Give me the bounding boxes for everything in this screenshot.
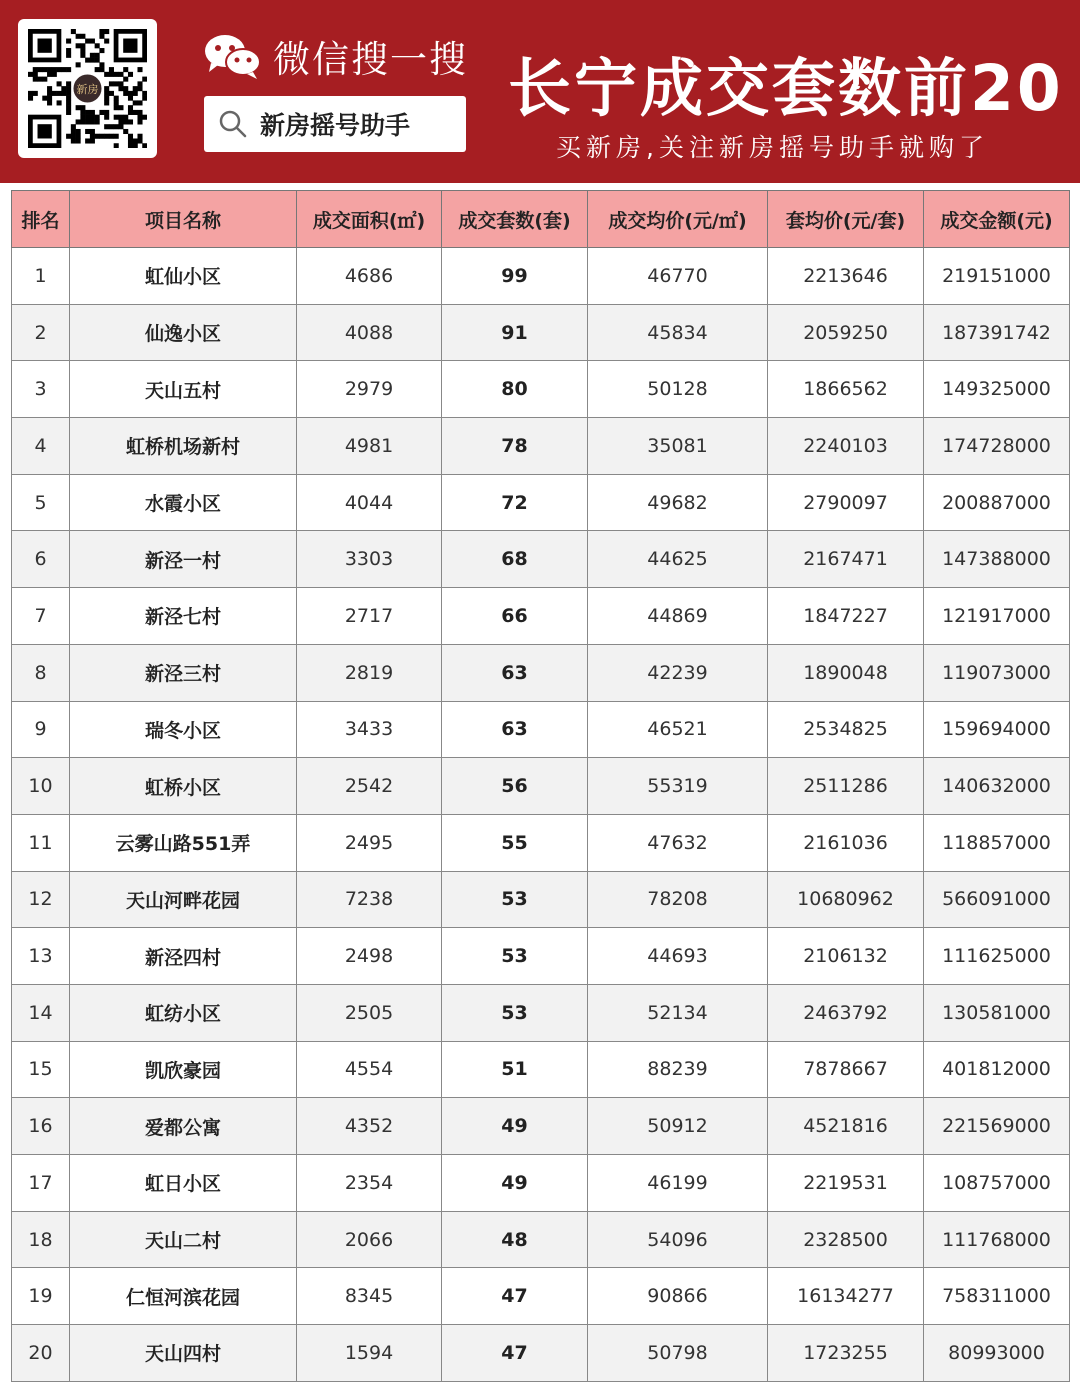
table-row <box>12 361 1070 418</box>
project-name-cell: 新泾七村 <box>70 588 297 645</box>
qr-center-label: 新房 <box>76 83 99 96</box>
avg-price-unit-cell: 10680962 <box>768 871 924 928</box>
avg-price-sqm-cell: 46199 <box>588 1155 768 1212</box>
avg-price-unit-cell: 1847227 <box>768 588 924 645</box>
ranking-table-container <box>11 190 1069 1382</box>
avg-price-unit-cell: 2213646 <box>768 248 924 305</box>
table-row <box>12 871 1070 928</box>
avg-price-sqm-cell: 55319 <box>588 758 768 815</box>
project-name-cell: 虹桥机场新村 <box>70 418 297 475</box>
table-header-row <box>12 191 1070 248</box>
avg-price-sqm-cell: 35081 <box>588 418 768 475</box>
rank-cell: 13 <box>12 928 70 985</box>
avg-price-sqm-cell: 49682 <box>588 474 768 531</box>
table-row <box>12 928 1070 985</box>
total-amount-cell: 159694000 <box>924 701 1070 758</box>
table-row <box>12 1098 1070 1155</box>
avg-price-sqm-cell: 46770 <box>588 248 768 305</box>
avg-price-sqm-cell: 44693 <box>588 928 768 985</box>
total-amount-cell: 174728000 <box>924 418 1070 475</box>
units-cell: 53 <box>442 984 588 1041</box>
avg-price-unit-cell: 2219531 <box>768 1155 924 1212</box>
units-cell: 63 <box>442 644 588 701</box>
avg-price-unit-cell: 2240103 <box>768 418 924 475</box>
page-subtitle: 买新房,关注新房摇号助手就购了 <box>556 133 989 162</box>
page-title: 长宁成交套数前20 <box>508 52 1064 125</box>
area-cell: 4686 <box>297 248 442 305</box>
header-avg-price-sqm: 成交均价(元/㎡) <box>588 191 768 248</box>
units-cell: 72 <box>442 474 588 531</box>
total-amount-cell: 221569000 <box>924 1098 1070 1155</box>
avg-price-unit-cell: 16134277 <box>768 1268 924 1325</box>
avg-price-sqm-cell: 46521 <box>588 701 768 758</box>
total-amount-cell: 108757000 <box>924 1155 1070 1212</box>
total-amount-cell: 401812000 <box>924 1041 1070 1098</box>
area-cell: 4554 <box>297 1041 442 1098</box>
avg-price-sqm-cell: 52134 <box>588 984 768 1041</box>
rank-cell: 20 <box>12 1325 70 1382</box>
units-cell: 55 <box>442 814 588 871</box>
area-cell: 3303 <box>297 531 442 588</box>
table-row <box>12 588 1070 645</box>
avg-price-unit-cell: 4521816 <box>768 1098 924 1155</box>
rank-cell: 6 <box>12 531 70 588</box>
units-cell: 99 <box>442 248 588 305</box>
area-cell: 2066 <box>297 1211 442 1268</box>
table-row <box>12 418 1070 475</box>
rank-cell: 9 <box>12 701 70 758</box>
project-name-cell: 爱都公寓 <box>70 1098 297 1155</box>
search-query: 新房摇号助手 <box>260 111 411 140</box>
avg-price-unit-cell: 1723255 <box>768 1325 924 1382</box>
wechat-icon <box>203 31 263 81</box>
rank-cell: 2 <box>12 304 70 361</box>
table-row <box>12 984 1070 1041</box>
avg-price-sqm-cell: 50798 <box>588 1325 768 1382</box>
qr-code <box>18 19 157 158</box>
project-name-cell: 凯欣豪园 <box>70 1041 297 1098</box>
rank-cell: 3 <box>12 361 70 418</box>
project-name-cell: 仙逸小区 <box>70 304 297 361</box>
units-cell: 47 <box>442 1268 588 1325</box>
avg-price-unit-cell: 2463792 <box>768 984 924 1041</box>
units-cell: 47 <box>442 1325 588 1382</box>
avg-price-sqm-cell: 78208 <box>588 871 768 928</box>
units-cell: 51 <box>442 1041 588 1098</box>
header-project-name: 项目名称 <box>70 191 297 248</box>
avg-price-sqm-cell: 54096 <box>588 1211 768 1268</box>
area-cell: 2354 <box>297 1155 442 1212</box>
header-area: 成交面积(㎡) <box>297 191 442 248</box>
units-cell: 63 <box>442 701 588 758</box>
area-cell: 4981 <box>297 418 442 475</box>
table-row <box>12 1211 1070 1268</box>
project-name-cell: 新泾一村 <box>70 531 297 588</box>
area-cell: 2498 <box>297 928 442 985</box>
avg-price-unit-cell: 2328500 <box>768 1211 924 1268</box>
avg-price-unit-cell: 2534825 <box>768 701 924 758</box>
area-cell: 8345 <box>297 1268 442 1325</box>
rank-cell: 14 <box>12 984 70 1041</box>
rank-cell: 18 <box>12 1211 70 1268</box>
area-cell: 1594 <box>297 1325 442 1382</box>
project-name-cell: 虹桥小区 <box>70 758 297 815</box>
header-units: 成交套数(套) <box>442 191 588 248</box>
area-cell: 4044 <box>297 474 442 531</box>
project-name-cell: 虹纺小区 <box>70 984 297 1041</box>
avg-price-sqm-cell: 44869 <box>588 588 768 645</box>
total-amount-cell: 111625000 <box>924 928 1070 985</box>
area-cell: 2505 <box>297 984 442 1041</box>
avg-price-unit-cell: 2161036 <box>768 814 924 871</box>
area-cell: 2819 <box>297 644 442 701</box>
units-cell: 49 <box>442 1098 588 1155</box>
area-cell: 3433 <box>297 701 442 758</box>
project-name-cell: 仁恒河滨花园 <box>70 1268 297 1325</box>
table-row <box>12 304 1070 361</box>
total-amount-cell: 147388000 <box>924 531 1070 588</box>
avg-price-sqm-cell: 90866 <box>588 1268 768 1325</box>
total-amount-cell: 130581000 <box>924 984 1070 1041</box>
avg-price-unit-cell: 2106132 <box>768 928 924 985</box>
rank-cell: 16 <box>12 1098 70 1155</box>
magnifier-icon <box>218 109 248 139</box>
total-amount-cell: 121917000 <box>924 588 1070 645</box>
total-amount-cell: 149325000 <box>924 361 1070 418</box>
area-cell: 2542 <box>297 758 442 815</box>
total-amount-cell: 111768000 <box>924 1211 1070 1268</box>
avg-price-unit-cell: 2167471 <box>768 531 924 588</box>
table-row <box>12 531 1070 588</box>
ranking-table <box>11 190 1070 1382</box>
rank-cell: 4 <box>12 418 70 475</box>
total-amount-cell: 80993000 <box>924 1325 1070 1382</box>
units-cell: 56 <box>442 758 588 815</box>
rank-cell: 11 <box>12 814 70 871</box>
total-amount-cell: 758311000 <box>924 1268 1070 1325</box>
area-cell: 2495 <box>297 814 442 871</box>
project-name-cell: 天山五村 <box>70 361 297 418</box>
area-cell: 4352 <box>297 1098 442 1155</box>
total-amount-cell: 118857000 <box>924 814 1070 871</box>
project-name-cell: 天山四村 <box>70 1325 297 1382</box>
units-cell: 53 <box>442 928 588 985</box>
avg-price-unit-cell: 1890048 <box>768 644 924 701</box>
units-cell: 78 <box>442 418 588 475</box>
table-row <box>12 644 1070 701</box>
rank-cell: 10 <box>12 758 70 815</box>
project-name-cell: 虹仙小区 <box>70 248 297 305</box>
wechat-search-text: 微信搜一搜 <box>273 38 468 81</box>
avg-price-unit-cell: 2511286 <box>768 758 924 815</box>
table-row <box>12 758 1070 815</box>
avg-price-sqm-cell: 45834 <box>588 304 768 361</box>
avg-price-unit-cell: 1866562 <box>768 361 924 418</box>
rank-cell: 17 <box>12 1155 70 1212</box>
table-row <box>12 1325 1070 1382</box>
header-banner <box>0 0 1080 183</box>
table-row <box>12 1268 1070 1325</box>
total-amount-cell: 566091000 <box>924 871 1070 928</box>
rank-cell: 12 <box>12 871 70 928</box>
project-name-cell: 云雾山路551弄 <box>70 814 297 871</box>
units-cell: 80 <box>442 361 588 418</box>
project-name-cell: 新泾四村 <box>70 928 297 985</box>
avg-price-sqm-cell: 42239 <box>588 644 768 701</box>
avg-price-sqm-cell: 50912 <box>588 1098 768 1155</box>
project-name-cell: 瑞冬小区 <box>70 701 297 758</box>
rank-cell: 5 <box>12 474 70 531</box>
units-cell: 91 <box>442 304 588 361</box>
table-row <box>12 1041 1070 1098</box>
area-cell: 2717 <box>297 588 442 645</box>
project-name-cell: 天山河畔花园 <box>70 871 297 928</box>
rank-cell: 8 <box>12 644 70 701</box>
avg-price-sqm-cell: 47632 <box>588 814 768 871</box>
table-row <box>12 248 1070 305</box>
avg-price-unit-cell: 7878667 <box>768 1041 924 1098</box>
units-cell: 53 <box>442 871 588 928</box>
total-amount-cell: 119073000 <box>924 644 1070 701</box>
avg-price-sqm-cell: 44625 <box>588 531 768 588</box>
units-cell: 48 <box>442 1211 588 1268</box>
table-row <box>12 1155 1070 1212</box>
avg-price-unit-cell: 2790097 <box>768 474 924 531</box>
area-cell: 4088 <box>297 304 442 361</box>
header-total-amount: 成交金额(元) <box>924 191 1070 248</box>
table-row <box>12 701 1070 758</box>
total-amount-cell: 140632000 <box>924 758 1070 815</box>
units-cell: 68 <box>442 531 588 588</box>
avg-price-unit-cell: 2059250 <box>768 304 924 361</box>
header-avg-price-unit: 套均价(元/套) <box>768 191 924 248</box>
units-cell: 66 <box>442 588 588 645</box>
project-name-cell: 虹日小区 <box>70 1155 297 1212</box>
rank-cell: 7 <box>12 588 70 645</box>
table-row <box>12 474 1070 531</box>
total-amount-cell: 200887000 <box>924 474 1070 531</box>
area-cell: 7238 <box>297 871 442 928</box>
wechat-search-label <box>203 28 468 84</box>
avg-price-sqm-cell: 88239 <box>588 1041 768 1098</box>
header-rank: 排名 <box>12 191 70 248</box>
table-row <box>12 814 1070 871</box>
rank-cell: 19 <box>12 1268 70 1325</box>
units-cell: 49 <box>442 1155 588 1212</box>
rank-cell: 1 <box>12 248 70 305</box>
project-name-cell: 水霞小区 <box>70 474 297 531</box>
rank-cell: 15 <box>12 1041 70 1098</box>
avg-price-sqm-cell: 50128 <box>588 361 768 418</box>
search-box[interactable] <box>204 96 466 152</box>
total-amount-cell: 219151000 <box>924 248 1070 305</box>
project-name-cell: 新泾三村 <box>70 644 297 701</box>
area-cell: 2979 <box>297 361 442 418</box>
total-amount-cell: 187391742 <box>924 304 1070 361</box>
project-name-cell: 天山二村 <box>70 1211 297 1268</box>
qr-code-image <box>28 29 147 148</box>
